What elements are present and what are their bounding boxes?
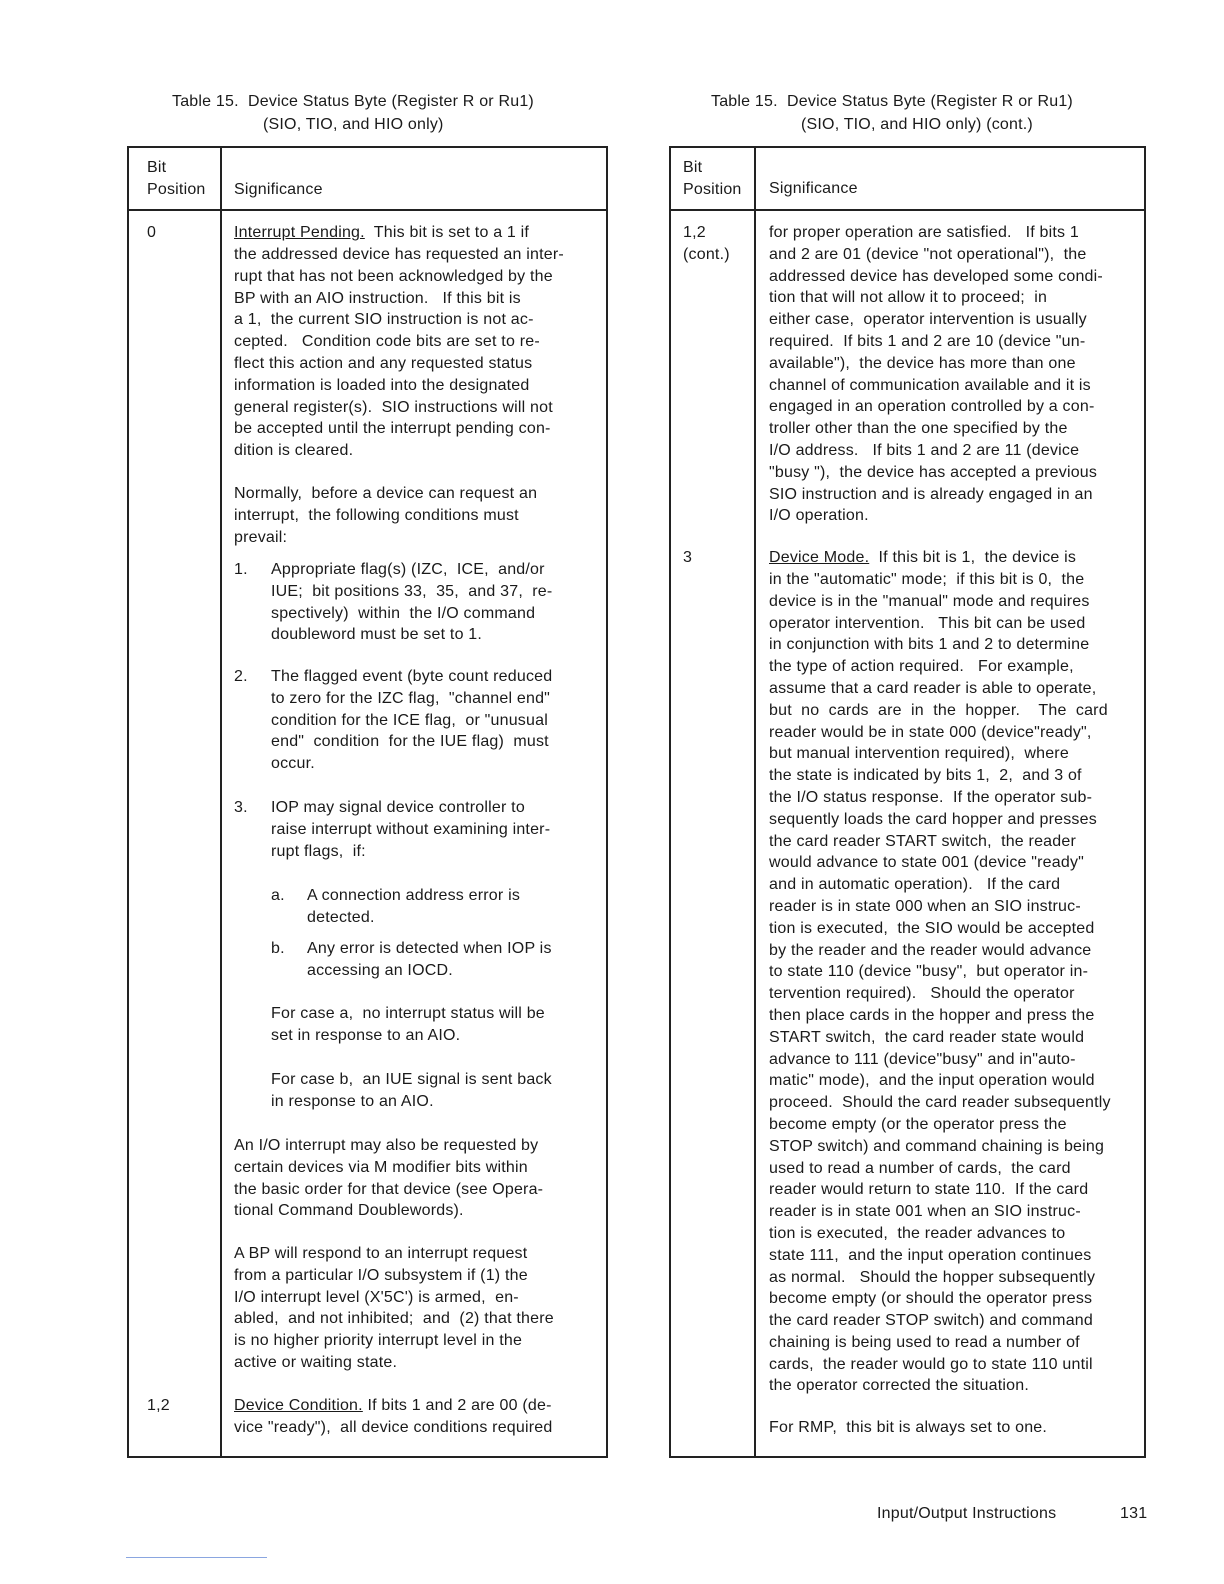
- right-column-divider: [754, 146, 756, 1458]
- row-heading: Device Mode.: [769, 549, 870, 566]
- right-table-title: Table 15. Device Status Byte (Register R or Ru1): [711, 93, 1073, 110]
- sublist-letter: b.: [271, 940, 285, 957]
- list-number: 3.: [234, 799, 248, 816]
- left-column-divider: [220, 146, 222, 1458]
- left-header-significance: Significance: [234, 181, 323, 198]
- list-item: IOP may signal device controller to raise interrupt without examining inter- rupt flags, if:: [271, 799, 551, 860]
- row-first-line: [769, 547, 1076, 569]
- right-table-subtitle: (SIO, TIO, and HIO only) (cont.): [801, 116, 1033, 133]
- row-first-line: [234, 1395, 552, 1417]
- right-header-significance: Significance: [769, 180, 858, 197]
- paragraph: vice "ready"), all device conditions required: [234, 1419, 553, 1436]
- list-item: The flagged event (byte count reduced to zero for the IZC flag, "channel end" condition for the ICE flag, or "unusual end" condition for the IUE flag) must occur.: [271, 668, 553, 773]
- paragraph: For case b, an IUE signal is sent back in response to an AIO.: [271, 1071, 552, 1110]
- paragraph: For case a, no interrupt status will be set in response to an AIO.: [271, 1005, 545, 1044]
- bit-position: 3: [683, 549, 693, 566]
- left-table-title: Table 15. Device Status Byte (Register R or Ru1): [172, 93, 534, 110]
- sublist-item: Any error is detected when IOP is accessing an IOCD.: [307, 940, 552, 979]
- page-number: 131: [1120, 1505, 1148, 1522]
- left-table-subtitle: (SIO, TIO, and HIO only): [263, 116, 444, 133]
- paragraph: for proper operation are satisfied. If bits 1 and 2 are 01 (device "not operational"), the addressed device has developed some condi- tion that will not allow it to proceed; in either case, operator intervention is usually required. If bits 1 and 2 are 10 (device "un- available"), the device has more than one channel of communication available and it is engaged in an operation controlled by a con- troller other than the one specified by the I/O address. If bits 1 and 2 are 11 (device "busy "), the device has accepted a previous SIO instruction and is already engaged in an I/O operation.: [769, 224, 1103, 525]
- row-first-line-text: This bit is set to a 1 if: [364, 224, 530, 241]
- paragraph: the addressed device has requested an inter- rupt that has not been acknowledged by the BP with an AIO instruction. If this bit is a 1, the current SIO instruction is not ac- cepted. Condition code bits are set to re- flect this action and any requested status information is loaded into the designated general register(s). SIO instructions will not be accepted until the interrupt pending con- dition is cleared.: [234, 246, 564, 460]
- sublist-letter: a.: [271, 887, 285, 904]
- row-heading: Interrupt Pending.: [234, 224, 365, 241]
- footnote-rule: [126, 1557, 267, 1558]
- list-item: Appropriate flag(s) (IZC, ICE, and/or IUE; bit positions 33, 35, and 37, re- spectively) within the I/O command doubleword must be set to 1.: [271, 561, 553, 644]
- left-header-divider: [127, 209, 608, 211]
- bit-position: 1,2 (cont.): [683, 224, 730, 263]
- row-heading: Device Condition.: [234, 1397, 363, 1414]
- paragraph: Normally, before a device can request an interrupt, the following conditions must prevail:: [234, 485, 538, 546]
- bit-position: 0: [147, 224, 157, 241]
- paragraph: For RMP, this bit is always set to one.: [769, 1419, 1048, 1436]
- row-first-line: [234, 222, 529, 244]
- list-number: 2.: [234, 668, 248, 685]
- paragraph: An I/O interrupt may also be requested by certain devices via M modifier bits within the basic order for that device (see Opera- tional Command Doublewords).: [234, 1137, 544, 1220]
- paragraph: A BP will respond to an interrupt request from a particular I/O subsystem if (1) the I/O interrupt level (X'5C') is armed, en- abled, and not inhibited; and (2) that there is no higher priority interrupt level in the active or waiting state.: [234, 1245, 554, 1371]
- sublist-item: A connection address error is detected.: [307, 887, 521, 926]
- left-header-bit: Bit Position: [147, 159, 206, 198]
- right-header-divider: [669, 209, 1146, 211]
- right-header-bit: Bit Position: [683, 159, 742, 198]
- footer-section-title: Input/Output Instructions: [877, 1505, 1057, 1522]
- bit-position: 1,2: [147, 1397, 170, 1414]
- paragraph: in the "automatic" mode; if this bit is 0, the device is in the "manual" mode and requires operator intervention. This bit can be used in conjunction with bits 1 and 2 to determine the type of action required. For example, assume that a card reader is able to operate, but no cards are in the hopper. The card reader would be in state 000 (device"ready", but manual intervention required), where the state is indicated by bits 1, 2, and 3 of the I/O status response. If the operator sub- sequently loads the card hopper and presses the card reader START switch, the reader would advance to state 001 (device "ready" and in automatic operation). If the card reader is in state 000 when an SIO instruc- tion is executed, the SIO would be accepted by the reader and the reader would advance to state 110 (device "busy", but operator in- tervention required). Should the operator then place cards in the hopper and press the START switch, the card reader state would advance to 111 (device"busy" and in"auto- matic" mode), and the input operation would proceed. Should the card reader subsequently become empty (or the operator press the STOP switch) and command chaining is being used to read a number of cards, the card reader would return to state 110. If the card reader is in state 001 when an SIO instruc- tion is executed, the reader advances to state 111, and the input operation continues as normal. Should the hopper subsequently become empty (or should the operator press the card reader STOP switch) and command chaining is being used to read a number of cards, the reader would go to state 110 until the operator corrected the situation.: [769, 571, 1111, 1395]
- list-number: 1.: [234, 561, 248, 578]
- row-first-line-text: If bits 1 and 2 are 00 (de-: [362, 1397, 552, 1414]
- row-first-line-text: If this bit is 1, the device is: [869, 549, 1077, 566]
